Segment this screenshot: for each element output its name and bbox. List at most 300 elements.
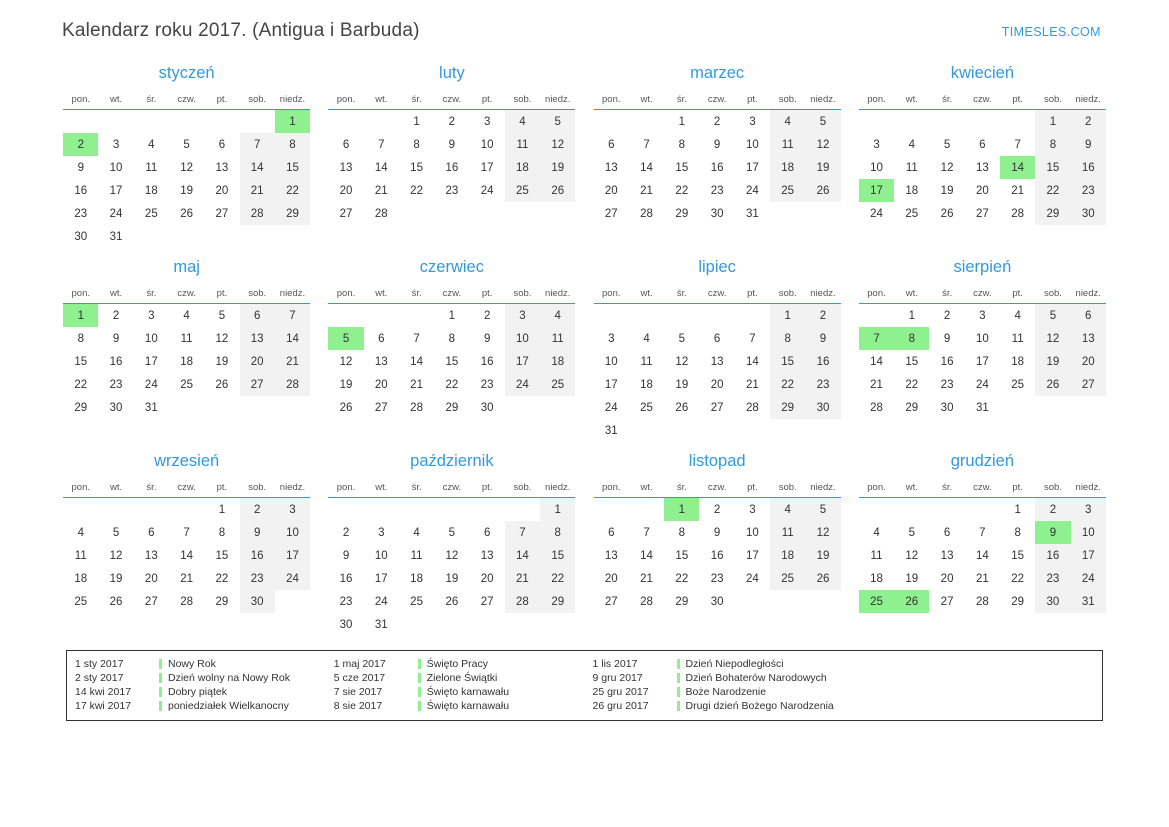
day-cell[interactable]: 2 (240, 498, 275, 522)
day-cell[interactable]: 11 (640, 355, 653, 368)
day-cell[interactable]: 2 (342, 526, 350, 539)
day-cell[interactable]: 12 (109, 549, 123, 562)
day-cell[interactable]: 3 (749, 503, 756, 516)
day-cell[interactable]: 3 (505, 304, 540, 328)
day-cell[interactable]: 28 (240, 202, 275, 225)
day-cell[interactable]: 17 (505, 350, 540, 373)
day-cell[interactable]: 9 (483, 332, 491, 345)
day-cell[interactable]: 19 (215, 355, 229, 368)
day-cell[interactable]: 11 (145, 161, 158, 174)
day-cell[interactable]: 23 (480, 378, 494, 391)
day-cell[interactable]: 15 (1035, 156, 1070, 179)
day-cell[interactable]: 12 (675, 355, 689, 368)
holiday-day-cell[interactable]: 26 (894, 590, 929, 613)
day-cell[interactable]: 27 (374, 401, 388, 414)
day-cell[interactable]: 18 (144, 184, 158, 197)
day-cell[interactable]: 26 (109, 595, 123, 608)
day-cell[interactable]: 30 (940, 401, 954, 414)
day-cell[interactable]: 28 (870, 401, 883, 414)
day-cell[interactable]: 11 (905, 161, 918, 174)
day-cell[interactable]: 8 (1035, 133, 1070, 156)
day-cell[interactable]: 28 (745, 401, 759, 414)
day-cell[interactable]: 13 (374, 355, 388, 368)
day-cell[interactable]: 28 (275, 373, 310, 396)
day-cell[interactable]: 11 (870, 549, 883, 562)
day-cell[interactable]: 24 (109, 207, 123, 220)
day-cell[interactable]: 2 (112, 309, 120, 322)
day-cell[interactable]: 7 (505, 521, 540, 544)
day-cell[interactable]: 24 (1071, 567, 1106, 590)
day-cell[interactable]: 15 (275, 156, 310, 179)
day-cell[interactable]: 24 (374, 595, 388, 608)
day-cell[interactable]: 20 (604, 184, 618, 197)
day-cell[interactable]: 5 (678, 332, 686, 345)
day-cell[interactable]: 18 (770, 156, 805, 179)
day-cell[interactable]: 18 (1011, 355, 1025, 368)
day-cell[interactable]: 15 (74, 355, 88, 368)
day-cell[interactable]: 23 (240, 567, 275, 590)
day-cell[interactable]: 21 (975, 572, 989, 585)
day-cell[interactable]: 9 (448, 138, 456, 151)
day-cell[interactable]: 12 (805, 133, 840, 156)
day-cell[interactable]: 12 (905, 549, 919, 562)
day-cell[interactable]: 29 (1011, 595, 1025, 608)
day-cell[interactable]: 16 (1035, 544, 1070, 567)
day-cell[interactable]: 19 (940, 184, 954, 197)
day-cell[interactable]: 17 (109, 184, 123, 197)
day-cell[interactable]: 1 (540, 498, 575, 522)
day-cell[interactable]: 14 (180, 549, 193, 562)
day-cell[interactable]: 25 (505, 179, 540, 202)
day-cell[interactable]: 19 (445, 572, 459, 585)
day-cell[interactable]: 10 (745, 138, 759, 151)
day-cell[interactable]: 1 (1035, 110, 1070, 134)
day-cell[interactable]: 29 (74, 401, 88, 414)
day-cell[interactable]: 12 (180, 161, 193, 174)
day-cell[interactable]: 14 (505, 544, 540, 567)
day-cell[interactable]: 22 (675, 572, 689, 585)
day-cell[interactable]: 9 (943, 332, 951, 345)
day-cell[interactable]: 4 (1014, 309, 1021, 322)
day-cell[interactable]: 6 (1071, 304, 1106, 328)
day-cell[interactable]: 25 (640, 401, 653, 414)
day-cell[interactable]: 19 (905, 572, 919, 585)
day-cell[interactable]: 7 (643, 138, 650, 151)
day-cell[interactable]: 29 (275, 202, 310, 225)
holiday-day-cell[interactable]: 8 (894, 327, 929, 350)
day-cell[interactable]: 7 (413, 332, 420, 345)
day-cell[interactable]: 26 (540, 179, 575, 202)
day-cell[interactable]: 23 (74, 207, 88, 220)
day-cell[interactable]: 12 (445, 549, 459, 562)
day-cell[interactable]: 7 (275, 304, 310, 328)
day-cell[interactable]: 10 (275, 521, 310, 544)
day-cell[interactable]: 3 (749, 115, 756, 128)
day-cell[interactable]: 31 (1071, 590, 1106, 613)
day-cell[interactable]: 13 (940, 549, 954, 562)
day-cell[interactable]: 28 (180, 595, 193, 608)
day-cell[interactable]: 16 (74, 184, 88, 197)
day-cell[interactable]: 23 (339, 595, 353, 608)
day-cell[interactable]: 25 (770, 179, 805, 202)
day-cell[interactable]: 23 (109, 378, 123, 391)
day-cell[interactable]: 3 (483, 115, 491, 128)
day-cell[interactable]: 16 (109, 355, 123, 368)
day-cell[interactable]: 4 (873, 526, 880, 539)
day-cell[interactable]: 6 (943, 526, 951, 539)
day-cell[interactable]: 25 (180, 378, 193, 391)
day-cell[interactable]: 5 (540, 110, 575, 134)
day-cell[interactable]: 14 (870, 355, 883, 368)
day-cell[interactable]: 28 (374, 207, 388, 220)
day-cell[interactable]: 31 (975, 401, 989, 414)
day-cell[interactable]: 15 (675, 549, 689, 562)
day-cell[interactable]: 7 (979, 526, 986, 539)
day-cell[interactable]: 19 (805, 544, 840, 567)
day-cell[interactable]: 25 (144, 207, 158, 220)
day-cell[interactable]: 27 (1071, 373, 1106, 396)
day-cell[interactable]: 11 (540, 327, 575, 350)
day-cell[interactable]: 26 (339, 401, 353, 414)
day-cell[interactable]: 20 (374, 378, 388, 391)
day-cell[interactable]: 4 (148, 138, 155, 151)
holiday-day-cell[interactable]: 5 (328, 327, 363, 350)
day-cell[interactable]: 19 (540, 156, 575, 179)
day-cell[interactable]: 27 (975, 207, 989, 220)
day-cell[interactable]: 9 (77, 161, 84, 174)
day-cell[interactable]: 19 (1035, 350, 1070, 373)
day-cell[interactable]: 5 (183, 138, 190, 151)
day-cell[interactable]: 7 (643, 526, 650, 539)
day-cell[interactable]: 20 (1071, 350, 1106, 373)
day-cell[interactable]: 16 (710, 161, 724, 174)
day-cell[interactable]: 25 (770, 567, 805, 590)
day-cell[interactable]: 29 (540, 590, 575, 613)
day-cell[interactable]: 1 (448, 309, 456, 322)
day-cell[interactable]: 10 (1071, 521, 1106, 544)
day-cell[interactable]: 21 (745, 378, 759, 391)
day-cell[interactable]: 31 (109, 230, 123, 243)
day-cell[interactable]: 1 (1014, 503, 1021, 516)
day-cell[interactable]: 24 (275, 567, 310, 590)
day-cell[interactable]: 16 (339, 572, 353, 585)
day-cell[interactable]: 13 (710, 355, 724, 368)
holiday-day-cell[interactable]: 25 (859, 590, 894, 613)
day-cell[interactable]: 30 (710, 595, 724, 608)
day-cell[interactable]: 18 (540, 350, 575, 373)
day-cell[interactable]: 14 (374, 161, 388, 174)
day-cell[interactable]: 27 (144, 595, 158, 608)
day-cell[interactable]: 23 (940, 378, 954, 391)
day-cell[interactable]: 3 (608, 332, 615, 345)
day-cell[interactable]: 15 (410, 161, 423, 174)
day-cell[interactable]: 22 (1011, 572, 1025, 585)
day-cell[interactable]: 6 (240, 304, 275, 328)
day-cell[interactable]: 8 (540, 521, 575, 544)
day-cell[interactable]: 14 (410, 355, 423, 368)
day-cell[interactable]: 30 (109, 401, 123, 414)
day-cell[interactable]: 16 (710, 549, 724, 562)
day-cell[interactable]: 18 (180, 355, 193, 368)
day-cell[interactable]: 5 (943, 138, 951, 151)
day-cell[interactable]: 5 (112, 526, 120, 539)
day-cell[interactable]: 10 (975, 332, 989, 345)
day-cell[interactable]: 6 (342, 138, 350, 151)
day-cell[interactable]: 30 (74, 230, 88, 243)
holiday-day-cell[interactable]: 1 (664, 498, 699, 522)
day-cell[interactable]: 16 (940, 355, 954, 368)
day-cell[interactable]: 22 (540, 567, 575, 590)
day-cell[interactable]: 31 (604, 424, 618, 437)
day-cell[interactable]: 3 (112, 138, 120, 151)
day-cell[interactable]: 16 (1071, 156, 1106, 179)
day-cell[interactable]: 29 (675, 207, 689, 220)
day-cell[interactable]: 3 (873, 138, 880, 151)
day-cell[interactable]: 15 (540, 544, 575, 567)
day-cell[interactable]: 25 (74, 595, 88, 608)
day-cell[interactable]: 22 (770, 373, 805, 396)
day-cell[interactable]: 24 (745, 184, 759, 197)
day-cell[interactable]: 20 (604, 572, 618, 585)
day-cell[interactable]: 8 (218, 526, 226, 539)
day-cell[interactable]: 10 (144, 332, 158, 345)
day-cell[interactable]: 4 (413, 526, 420, 539)
day-cell[interactable]: 8 (413, 138, 420, 151)
holiday-day-cell[interactable]: 1 (275, 110, 310, 134)
day-cell[interactable]: 2 (1035, 498, 1070, 522)
day-cell[interactable]: 21 (870, 378, 883, 391)
day-cell[interactable]: 29 (1035, 202, 1070, 225)
day-cell[interactable]: 25 (905, 207, 919, 220)
day-cell[interactable]: 10 (505, 327, 540, 350)
day-cell[interactable]: 21 (374, 184, 388, 197)
day-cell[interactable]: 14 (640, 549, 653, 562)
day-cell[interactable]: 22 (1035, 179, 1070, 202)
day-cell[interactable]: 22 (74, 378, 88, 391)
day-cell[interactable]: 27 (604, 595, 618, 608)
day-cell[interactable]: 6 (608, 526, 615, 539)
day-cell[interactable]: 2 (1071, 110, 1106, 134)
day-cell[interactable]: 23 (805, 373, 840, 396)
day-cell[interactable]: 7 (183, 526, 190, 539)
holiday-day-cell[interactable]: 1 (63, 304, 98, 328)
day-cell[interactable]: 2 (805, 304, 840, 328)
day-cell[interactable]: 3 (378, 526, 385, 539)
day-cell[interactable]: 9 (805, 327, 840, 350)
day-cell[interactable]: 29 (675, 595, 689, 608)
day-cell[interactable]: 7 (1014, 138, 1021, 151)
day-cell[interactable]: 17 (144, 355, 158, 368)
day-cell[interactable]: 2 (943, 309, 951, 322)
day-cell[interactable]: 1 (770, 304, 805, 328)
day-cell[interactable]: 25 (540, 373, 575, 396)
day-cell[interactable]: 20 (240, 350, 275, 373)
day-cell[interactable]: 18 (410, 572, 423, 585)
day-cell[interactable]: 9 (112, 332, 120, 345)
day-cell[interactable]: 27 (339, 207, 353, 220)
day-cell[interactable]: 28 (505, 590, 540, 613)
holiday-day-cell[interactable]: 2 (63, 133, 98, 156)
day-cell[interactable]: 30 (339, 618, 353, 631)
day-cell[interactable]: 30 (480, 401, 494, 414)
day-cell[interactable]: 17 (1071, 544, 1106, 567)
day-cell[interactable]: 17 (745, 549, 759, 562)
day-cell[interactable]: 13 (1071, 327, 1106, 350)
day-cell[interactable]: 4 (908, 138, 915, 151)
day-cell[interactable]: 6 (378, 332, 385, 345)
day-cell[interactable]: 26 (215, 378, 229, 391)
day-cell[interactable]: 18 (870, 572, 883, 585)
day-cell[interactable]: 24 (745, 572, 759, 585)
day-cell[interactable]: 28 (640, 595, 653, 608)
day-cell[interactable]: 27 (604, 207, 618, 220)
day-cell[interactable]: 9 (713, 138, 721, 151)
day-cell[interactable]: 29 (215, 595, 229, 608)
day-cell[interactable]: 13 (240, 327, 275, 350)
day-cell[interactable]: 20 (940, 572, 954, 585)
day-cell[interactable]: 13 (604, 161, 618, 174)
day-cell[interactable]: 17 (604, 378, 618, 391)
day-cell[interactable]: 26 (805, 179, 840, 202)
day-cell[interactable]: 28 (410, 401, 423, 414)
day-cell[interactable]: 5 (908, 526, 915, 539)
day-cell[interactable]: 15 (445, 355, 459, 368)
day-cell[interactable]: 10 (745, 526, 759, 539)
day-cell[interactable]: 8 (275, 133, 310, 156)
day-cell[interactable]: 17 (975, 355, 989, 368)
day-cell[interactable]: 24 (604, 401, 618, 414)
day-cell[interactable]: 30 (240, 590, 275, 613)
day-cell[interactable]: 9 (713, 526, 721, 539)
day-cell[interactable]: 4 (183, 309, 190, 322)
day-cell[interactable]: 13 (975, 161, 989, 174)
day-cell[interactable]: 9 (342, 549, 350, 562)
day-cell[interactable]: 6 (148, 526, 155, 539)
day-cell[interactable]: 6 (218, 138, 226, 151)
day-cell[interactable]: 31 (144, 401, 158, 414)
day-cell[interactable]: 21 (640, 572, 653, 585)
day-cell[interactable]: 4 (643, 332, 650, 345)
day-cell[interactable]: 7 (378, 138, 385, 151)
day-cell[interactable]: 6 (608, 138, 615, 151)
day-cell[interactable]: 6 (713, 332, 721, 345)
day-cell[interactable]: 12 (805, 521, 840, 544)
day-cell[interactable]: 28 (1011, 207, 1025, 220)
day-cell[interactable]: 30 (1035, 590, 1070, 613)
day-cell[interactable]: 12 (339, 355, 353, 368)
day-cell[interactable]: 23 (1071, 179, 1106, 202)
day-cell[interactable]: 9 (1071, 133, 1106, 156)
day-cell[interactable]: 3 (148, 309, 155, 322)
day-cell[interactable]: 8 (77, 332, 84, 345)
day-cell[interactable]: 24 (975, 378, 989, 391)
day-cell[interactable]: 14 (975, 549, 989, 562)
day-cell[interactable]: 15 (905, 355, 919, 368)
day-cell[interactable]: 11 (74, 549, 87, 562)
day-cell[interactable]: 20 (710, 378, 724, 391)
day-cell[interactable]: 24 (870, 207, 883, 220)
day-cell[interactable]: 23 (1035, 567, 1070, 590)
day-cell[interactable]: 26 (1035, 373, 1070, 396)
day-cell[interactable]: 17 (745, 161, 759, 174)
day-cell[interactable]: 14 (640, 161, 653, 174)
day-cell[interactable]: 11 (180, 332, 193, 345)
day-cell[interactable]: 5 (448, 526, 456, 539)
day-cell[interactable]: 10 (109, 161, 123, 174)
day-cell[interactable]: 5 (1035, 304, 1070, 328)
day-cell[interactable]: 7 (749, 332, 756, 345)
day-cell[interactable]: 13 (604, 549, 618, 562)
day-cell[interactable]: 21 (1011, 184, 1025, 197)
day-cell[interactable]: 8 (1014, 526, 1021, 539)
day-cell[interactable]: 6 (483, 526, 491, 539)
day-cell[interactable]: 8 (448, 332, 456, 345)
day-cell[interactable]: 13 (339, 161, 353, 174)
holiday-day-cell[interactable]: 17 (859, 179, 894, 202)
holiday-day-cell[interactable]: 7 (859, 327, 894, 350)
day-cell[interactable]: 9 (240, 521, 275, 544)
day-cell[interactable]: 8 (678, 526, 686, 539)
day-cell[interactable]: 20 (144, 572, 158, 585)
day-cell[interactable]: 14 (275, 327, 310, 350)
day-cell[interactable]: 25 (410, 595, 423, 608)
day-cell[interactable]: 3 (979, 309, 986, 322)
day-cell[interactable]: 5 (805, 498, 840, 522)
day-cell[interactable]: 11 (505, 133, 540, 156)
day-cell[interactable]: 12 (215, 332, 229, 345)
day-cell[interactable]: 26 (940, 207, 954, 220)
day-cell[interactable]: 26 (180, 207, 193, 220)
day-cell[interactable]: 17 (374, 572, 388, 585)
day-cell[interactable]: 17 (275, 544, 310, 567)
day-cell[interactable]: 21 (410, 378, 423, 391)
day-cell[interactable]: 27 (215, 207, 229, 220)
day-cell[interactable]: 20 (215, 184, 229, 197)
day-cell[interactable]: 5 (805, 110, 840, 134)
day-cell[interactable]: 1 (413, 115, 420, 128)
day-cell[interactable]: 7 (240, 133, 275, 156)
day-cell[interactable]: 16 (445, 161, 459, 174)
day-cell[interactable]: 1 (218, 503, 226, 516)
day-cell[interactable]: 26 (445, 595, 459, 608)
day-cell[interactable]: 22 (445, 378, 459, 391)
day-cell[interactable]: 1 (678, 115, 686, 128)
day-cell[interactable]: 2 (713, 115, 721, 128)
day-cell[interactable]: 26 (675, 401, 689, 414)
day-cell[interactable]: 25 (1011, 378, 1025, 391)
day-cell[interactable]: 16 (240, 544, 275, 567)
day-cell[interactable]: 19 (109, 572, 123, 585)
holiday-day-cell[interactable]: 9 (1035, 521, 1070, 544)
holiday-day-cell[interactable]: 14 (1000, 156, 1035, 179)
day-cell[interactable]: 11 (770, 521, 805, 544)
day-cell[interactable]: 31 (745, 207, 759, 220)
day-cell[interactable]: 5 (218, 309, 226, 322)
day-cell[interactable]: 29 (905, 401, 919, 414)
day-cell[interactable]: 11 (1011, 332, 1024, 345)
day-cell[interactable]: 22 (275, 179, 310, 202)
day-cell[interactable]: 23 (445, 184, 459, 197)
day-cell[interactable]: 19 (180, 184, 193, 197)
day-cell[interactable]: 29 (770, 396, 805, 419)
day-cell[interactable]: 3 (275, 498, 310, 522)
day-cell[interactable]: 15 (770, 350, 805, 373)
day-cell[interactable]: 24 (505, 373, 540, 396)
day-cell[interactable]: 31 (374, 618, 388, 631)
day-cell[interactable]: 13 (480, 549, 494, 562)
day-cell[interactable]: 11 (770, 133, 805, 156)
day-cell[interactable]: 18 (505, 156, 540, 179)
